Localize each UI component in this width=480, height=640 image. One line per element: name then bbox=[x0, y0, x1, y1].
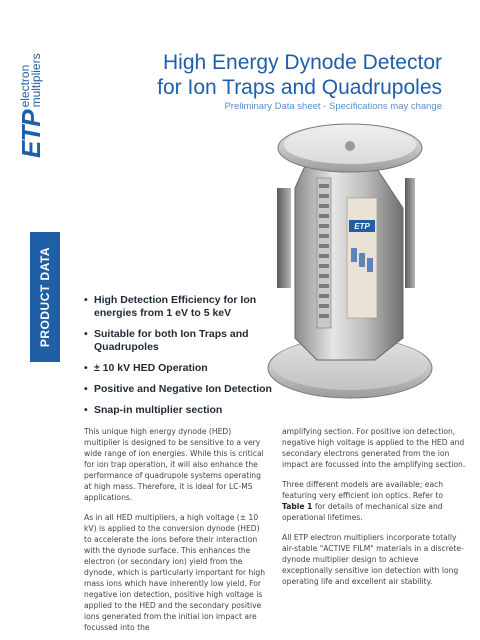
body-paragraph-1: This unique high energy dynode (HED) multiplier is designed to be sensitive to a very wide range of ion energies. While this is critical for ion trap operation, it will also enhance the performance of quadrupole systems operating at high mass. Therefore, it is ideal for LC-MS applications. bbox=[84, 427, 264, 502]
title-line-2: for Ion Traps and Quadrupoles bbox=[157, 76, 442, 99]
product-data-label: PRODUCT DATA bbox=[38, 246, 52, 348]
feature-item: • Snap-in multiplier section bbox=[84, 404, 274, 417]
feature-item: • Positive and Negative Ion Detection bbox=[84, 383, 274, 396]
body-paragraph-2: As in all HED multipliers, a high voltage (± 10 kV) is applied to the conversion dynode (HED) to accelerate the ions before their interaction with the dynode surface. This enhances the electron (or secondary ion) yield from the dynode, which is particularly important for high mass ions which have inherently low yield. For negative ion detection, positive high voltage is applied to the HED and the secondary positive ions generated from the initial ion impact are focussed into the bbox=[84, 513, 266, 632]
product-photo bbox=[255, 118, 435, 408]
p4-text-b: for details of mechanical size and operational lifetimes. bbox=[282, 502, 443, 522]
logo-tagline-2: multipliers bbox=[29, 53, 43, 108]
title-line-1: High Energy Dynode Detector bbox=[163, 51, 442, 74]
table-1-reference: Table 1 bbox=[282, 502, 313, 511]
feature-item: • High Detection Efficiency for Ion energies from 1 eV to 5 keV bbox=[84, 294, 274, 320]
left-rail bbox=[0, 0, 62, 640]
feature-item: • Suitable for both Ion Traps and Quadrupoles bbox=[84, 328, 274, 354]
logo-wordmark: ETP bbox=[16, 110, 46, 158]
product-badge-text: ETP bbox=[354, 222, 370, 231]
etp-logo bbox=[18, 48, 58, 158]
body-column-left bbox=[84, 426, 268, 640]
body-paragraph-5: All ETP electron multipliers incorporate totally air-stable "ACTIVE FILM" materials in a discrete-dynode multiplier design to achieve exceptionally sensitive ion detection with long operating life and excellent air stability. bbox=[282, 533, 464, 586]
body-paragraph-3: amplifying section. For positive ion detection, negative high voltage is applied to the HED and secondary electrons generated from the ion impact are focussed into the amplifying section. bbox=[282, 427, 466, 469]
body-paragraph-4 bbox=[282, 479, 466, 523]
page-subtitle: Preliminary Data sheet - Specifications may change bbox=[224, 101, 442, 112]
product-data-bar bbox=[30, 232, 60, 362]
p4-text-a: Three different models are available; each featuring very efficient ion optics. Refer to bbox=[282, 480, 444, 500]
feature-list bbox=[84, 294, 274, 425]
logo-tagline-1: electron bbox=[18, 64, 32, 108]
body-column-right bbox=[282, 426, 466, 596]
feature-item: • ± 10 kV HED Operation bbox=[84, 362, 274, 375]
page-title bbox=[157, 50, 442, 100]
